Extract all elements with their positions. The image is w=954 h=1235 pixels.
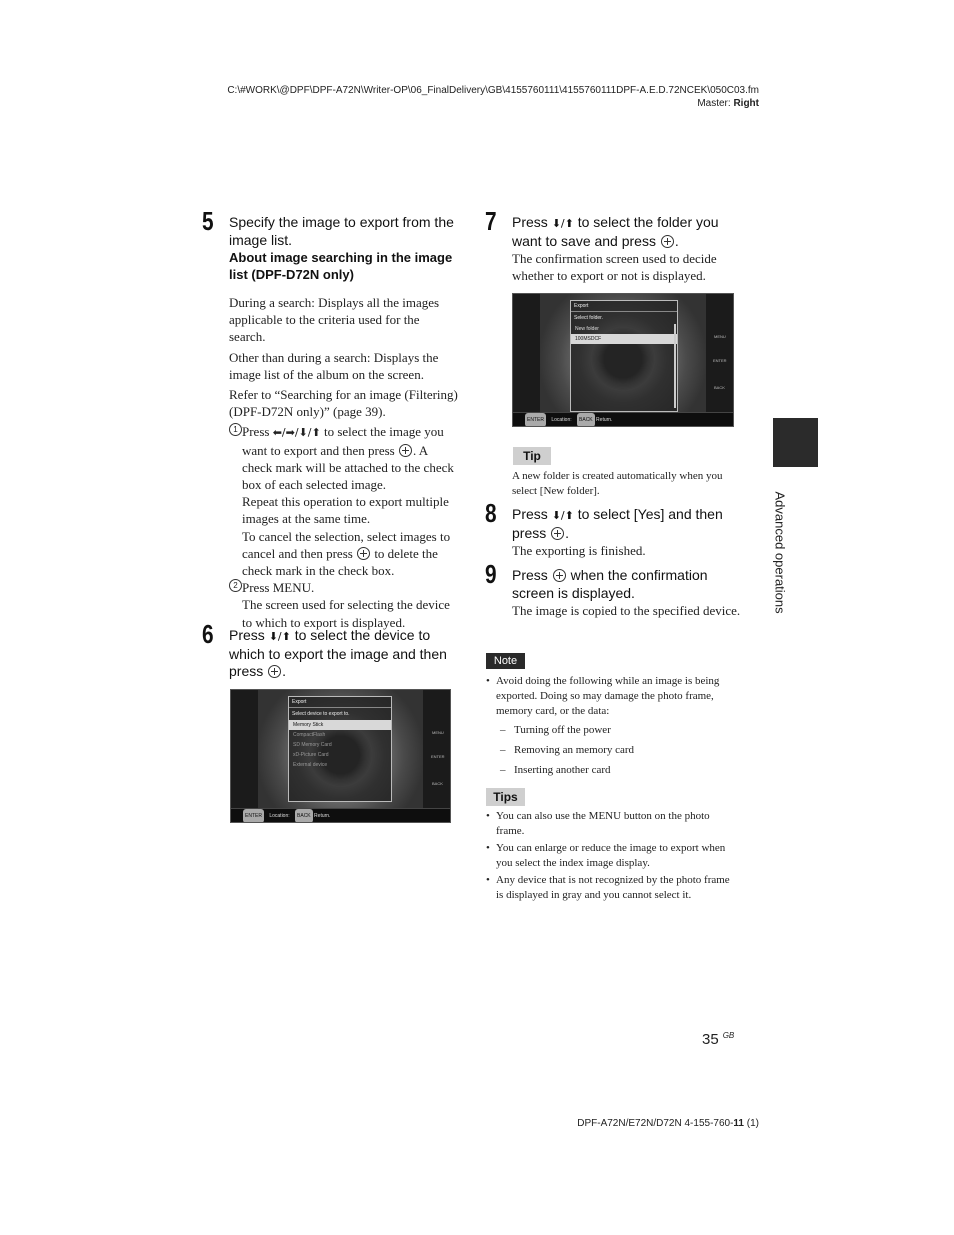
dialog-title: Export xyxy=(289,697,391,708)
step-9-number: 9 xyxy=(485,559,497,589)
arrow-keys-icon: ⬇/⬆ xyxy=(551,509,574,522)
device-option-sd: SD Memory Card xyxy=(293,742,332,748)
sub-step-1-marker: 1 xyxy=(229,423,242,436)
menu-label: MENU xyxy=(432,730,444,735)
folder-option-100msdcf: 100MSDCF xyxy=(571,334,677,344)
screenshot-select-folder xyxy=(512,293,734,427)
step-6-number: 6 xyxy=(202,619,214,649)
arrow-keys-icon: ⬅/➡/⬇/⬆ xyxy=(272,426,321,440)
step-8-body: The exporting is finished. xyxy=(512,543,646,558)
step-7-body: The confirmation screen used to decide whether to export or not is displayed. xyxy=(512,251,717,284)
step-5-subhead: About image searching in the image list (DPF-D72N only) xyxy=(229,250,453,282)
sub-step-2-marker: 2 xyxy=(229,579,242,592)
note-dash-item: – Inserting another card xyxy=(496,763,738,778)
master-line: Master: Right xyxy=(697,98,759,109)
step-6-title: Press ⬇/⬆ to select the device to which to export the image and then press . xyxy=(229,627,447,679)
arrow-keys-icon: ⬇/⬆ xyxy=(551,217,574,230)
dialog-title: Export xyxy=(571,301,677,312)
export-dialog xyxy=(570,300,678,412)
back-label: BACK xyxy=(432,781,443,786)
step-7-title: Press ⬇/⬆ to select the folder you want to save and press . xyxy=(512,214,719,249)
screen-footer: ENTER Location: BACK Return. xyxy=(231,808,450,822)
tips-item: • Any device that is not recognized by the photo frame is displayed in gray and you cannot select it. xyxy=(486,873,738,903)
scrollbar xyxy=(674,324,676,408)
note-dash-item: – Turning off the power xyxy=(496,723,738,738)
device-option-compactflash: CompactFlash xyxy=(293,732,326,738)
step-8-title: Press ⬇/⬆ to select [Yes] and then press . xyxy=(512,506,723,541)
section-label: Advanced operations xyxy=(772,491,788,614)
enter-label: ENTER xyxy=(713,358,727,363)
file-path: C:\#WORK\@DPF\DPF-A72N\Writer-OP\06_FinalDelivery\GB\4155760111\4155760111DPF-A.E.D.72NCEK\050C03.fm xyxy=(227,85,759,96)
enter-label: ENTER xyxy=(431,754,445,759)
tip-text: A new folder is created automatically when you select [New folder]. xyxy=(512,470,723,497)
export-dialog xyxy=(288,696,392,802)
note-label: Note xyxy=(486,653,525,669)
step-5-title: Specify the image to export from the image list. xyxy=(229,214,454,248)
enter-button-icon xyxy=(399,444,412,457)
screenshot-export-device xyxy=(230,689,451,823)
step-5-number: 5 xyxy=(202,206,214,236)
folder-option-new: New folder xyxy=(575,326,599,332)
page-number: 35 $^{GB}$ xyxy=(702,1031,735,1048)
screen-footer: ENTER Location: BACK Return. xyxy=(513,412,733,426)
step-7 xyxy=(512,214,744,284)
step-9-body: The image is copied to the specified device. xyxy=(512,603,741,618)
step-5-sub2: 2 Press MENU. The screen used for selecting the device to which to export is displayed. xyxy=(229,579,459,631)
device-option-xd: xD-Picture Card xyxy=(293,752,329,758)
step-5 xyxy=(229,214,459,631)
step-5-body xyxy=(229,294,459,420)
step-7-number: 7 xyxy=(485,206,497,236)
tips-item: • You can enlarge or reduce the image to export when you select the index image display. xyxy=(486,841,738,871)
step-5-p3: Refer to “Searching for an image (Filtering) (DPF-D72N only)” (page 39). xyxy=(229,387,458,420)
note-content xyxy=(486,674,738,783)
file-header xyxy=(227,84,759,110)
enter-button-icon xyxy=(661,235,674,248)
device-option-memory-stick: Memory Stick xyxy=(289,720,391,730)
step-5-sub1: 1 Press ⬅/➡/⬇/⬆ to select the image you want to export and then press . A check mark will be attached to the check box of each selected image. Repeat this operation to export multiple images at the same time. To cancel the selection, select images to cancel and then press to delete the check mark in the check box. xyxy=(229,423,459,579)
device-option-external: External device xyxy=(293,762,328,768)
step-8 xyxy=(512,506,744,559)
step-5-p2: Other than during a search: Displays the image list of the album on the screen. xyxy=(229,349,439,382)
note-dash-item: – Removing an memory card xyxy=(496,743,738,758)
model-footer: DPF-A72N/E72N/D72N 4-155-760-11 (1) xyxy=(577,1118,759,1129)
dialog-subtitle: Select device to export to. xyxy=(292,711,350,717)
step-9 xyxy=(512,567,744,619)
tips-content xyxy=(486,809,738,905)
step-5-p1: During a search: Displays all the images applicable to the criteria used for the search. xyxy=(229,295,440,345)
section-tab xyxy=(773,418,818,467)
tips-label: Tips xyxy=(486,788,525,806)
enter-button-icon xyxy=(551,527,564,540)
menu-label: MENU xyxy=(714,334,726,339)
tips-item: • You can also use the MENU button on the photo frame. xyxy=(486,809,738,839)
dialog-subtitle: Select folder. xyxy=(574,315,603,321)
back-label: BACK xyxy=(714,385,725,390)
note-bullet: • Avoid doing the following while an image is being exported. Doing so may damage the photo frame, memory card, or the data: – Turning off the power – Removing an memory card – Inserting another card xyxy=(486,674,738,778)
enter-button-icon xyxy=(268,665,281,678)
tip-label: Tip xyxy=(513,447,551,465)
arrow-keys-icon: ⬇/⬆ xyxy=(268,630,291,643)
enter-button-icon xyxy=(553,569,566,582)
step-9-title: Press when the confirmation screen is displayed. xyxy=(512,567,708,601)
step-8-number: 8 xyxy=(485,498,497,528)
enter-button-icon xyxy=(357,547,370,560)
